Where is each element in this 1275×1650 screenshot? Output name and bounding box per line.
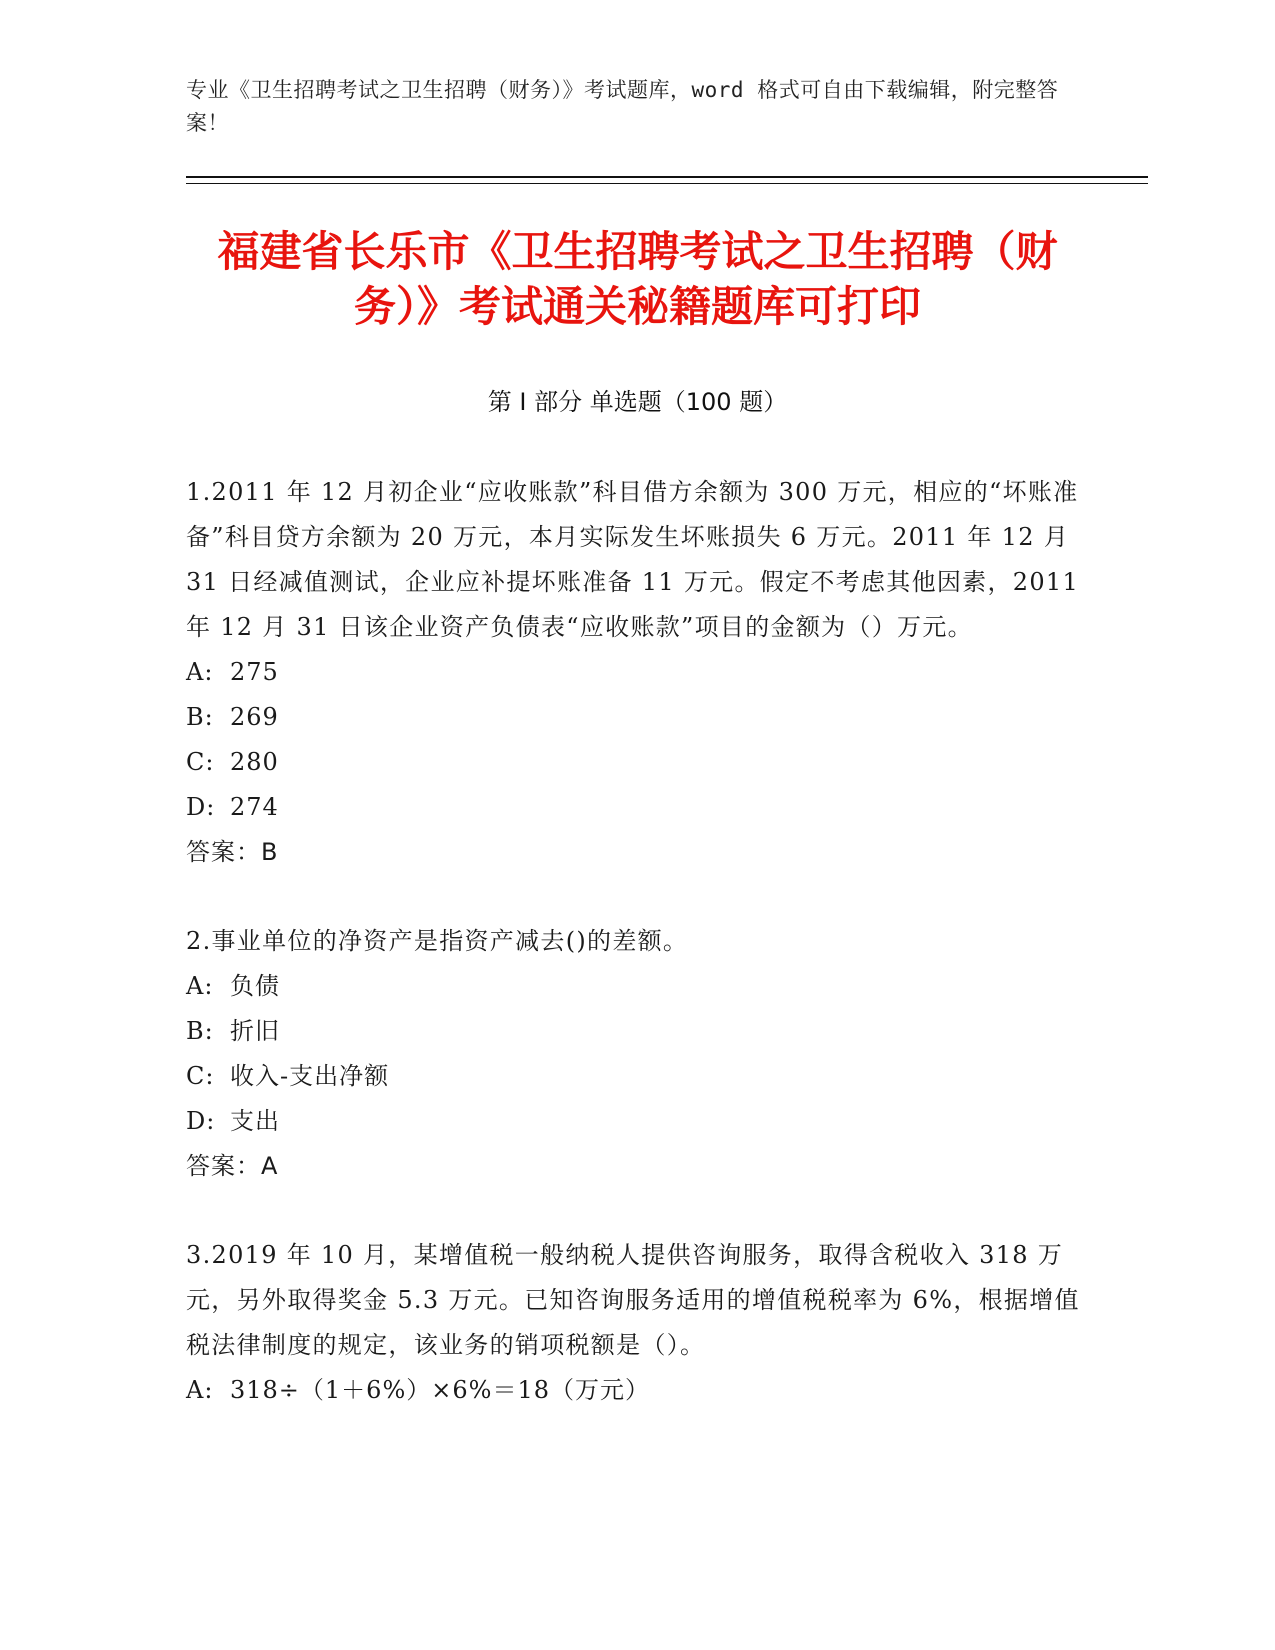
option-key: C: bbox=[186, 1062, 215, 1090]
header-divider bbox=[186, 176, 1148, 178]
option-c bbox=[186, 740, 1086, 785]
option-a bbox=[186, 650, 1086, 695]
question-stem: 2.事业单位的净资产是指资产减去()的差额。 bbox=[186, 927, 689, 955]
option-b bbox=[186, 1009, 1086, 1054]
option-text: 负债 bbox=[230, 972, 280, 1000]
answer-label: 答案：B bbox=[186, 838, 279, 866]
option-key: A: bbox=[186, 972, 214, 1000]
option-a bbox=[186, 1368, 1086, 1413]
question-3 bbox=[186, 1233, 1086, 1413]
option-key: C: bbox=[186, 748, 215, 776]
option-text: 280 bbox=[230, 748, 279, 776]
option-text: 269 bbox=[230, 703, 279, 731]
option-key: D: bbox=[186, 1107, 216, 1135]
option-key: B: bbox=[186, 1017, 214, 1045]
option-text: 318÷（1＋6%）×6%＝18（万元） bbox=[230, 1376, 650, 1404]
option-text: 支出 bbox=[230, 1107, 280, 1135]
option-text: 折旧 bbox=[230, 1017, 280, 1045]
option-key: D: bbox=[186, 793, 216, 821]
option-d bbox=[186, 785, 1086, 830]
option-d bbox=[186, 1099, 1086, 1144]
header-note: 专业《卫生招聘考试之卫生招聘（财务）》考试题库，word 格式可自由下载编辑，附完整答案！ bbox=[186, 78, 1059, 135]
option-text: 275 bbox=[230, 658, 279, 686]
option-text: 274 bbox=[230, 793, 279, 821]
question-1 bbox=[186, 470, 1086, 875]
option-key: B: bbox=[186, 703, 214, 731]
option-b bbox=[186, 695, 1086, 740]
answer-label: 答案：A bbox=[186, 1152, 279, 1180]
document-title: 福建省长乐市《卫生招聘考试之卫生招聘（财务）》考试通关秘籍题库可打印 bbox=[217, 227, 1058, 331]
option-text: 收入-支出净额 bbox=[230, 1062, 390, 1090]
option-a bbox=[186, 964, 1086, 1009]
option-c bbox=[186, 1054, 1086, 1099]
option-key: A: bbox=[186, 658, 214, 686]
section-title: 第 I 部分 单选题（100 题） bbox=[487, 388, 788, 416]
question-2 bbox=[186, 919, 1086, 1189]
question-stem: 1.2011 年 12 月初企业“应收账款”科目借方余额为 300 万元，相应的“坏账准备”科目贷方余额为 20 万元，本月实际发生坏账损失 6 万元。2011 年 12 月 31 日经减值测试，企业应补提坏账准备 11 万元。假定不考虑其他因素，2011 年 12 月 31 日该企业资产负债表“应收账款”项目的金额为（）万元。 bbox=[186, 478, 1080, 641]
question-stem: 3.2019 年 10 月，某增值税一般纳税人提供咨询服务，取得含税收入 318 万元，另外取得奖金 5.3 万元。已知咨询服务适用的增值税税率为 6%，根据增值税法律制度的规定，该业务的销项税额是（）。 bbox=[186, 1241, 1080, 1359]
question-list bbox=[186, 470, 1086, 1457]
header-divider-thin bbox=[186, 183, 1148, 184]
option-key: A: bbox=[186, 1376, 214, 1404]
